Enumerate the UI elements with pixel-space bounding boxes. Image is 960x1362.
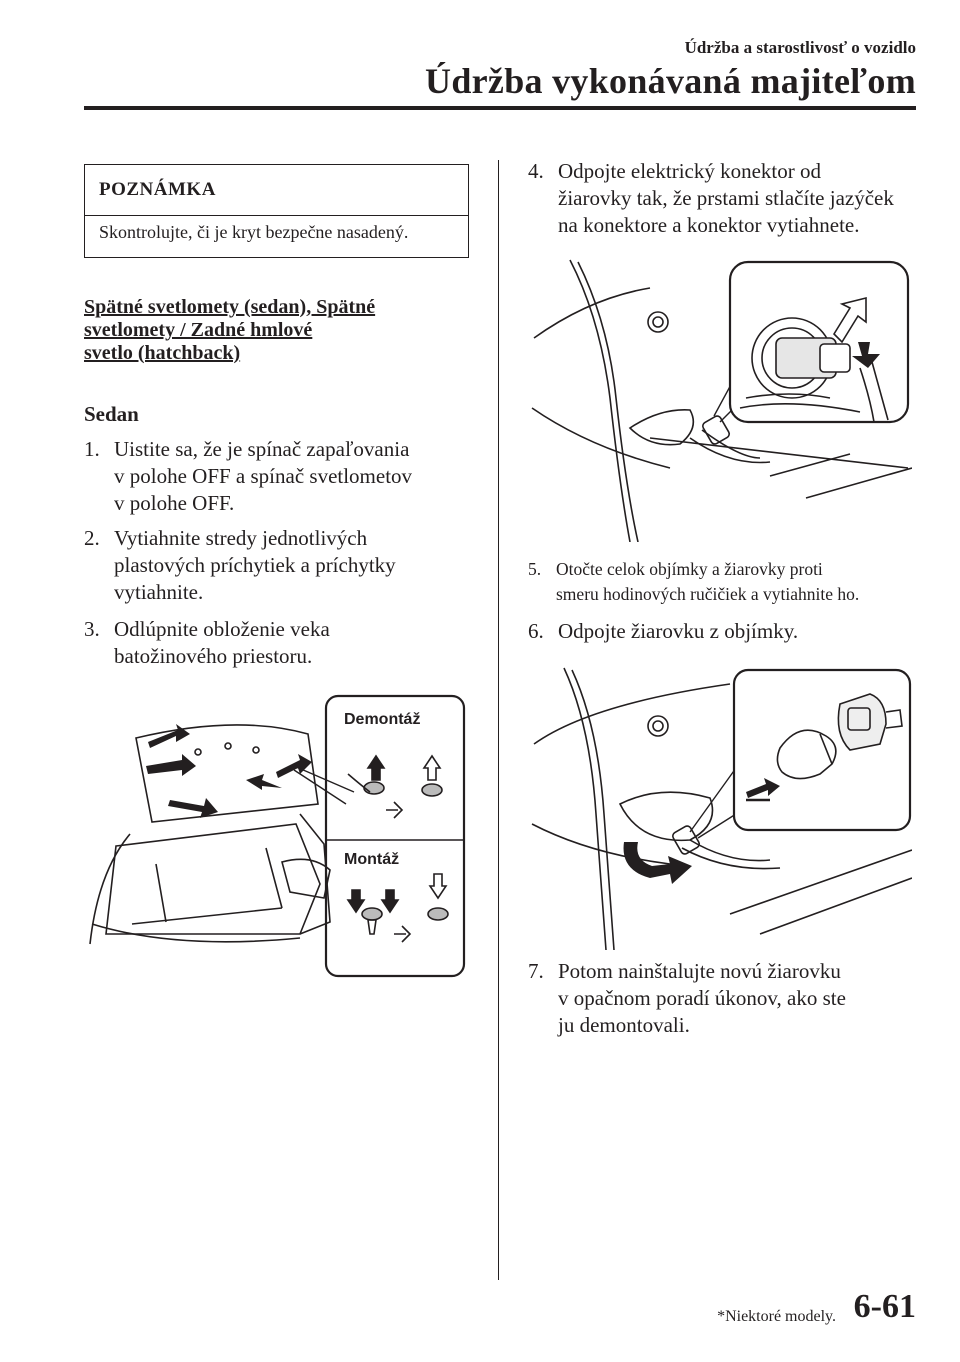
step-line: v opačnom poradí úkonov, ako ste [558, 986, 846, 1010]
step-number: 4. [528, 159, 544, 183]
chapter-subtitle: Údržba a starostlivosť o vozidlo [684, 38, 916, 57]
clip-install-icon [348, 874, 448, 942]
step-line: plastových príchytiek a príchytky [114, 553, 396, 577]
step-line: vytiahnite. [114, 580, 204, 604]
note-box [84, 164, 469, 258]
note-title: POZNÁMKA [99, 179, 216, 200]
step-line: v polohe OFF a spínač svetlometov [114, 464, 413, 488]
subheading-sedan: Sedan [84, 402, 139, 426]
step-line: Odpojte žiarovku z objímky. [558, 619, 799, 643]
section-heading-line: Spätné svetlomety (sedan), Spätné [84, 296, 376, 318]
wire-harness [682, 840, 780, 869]
header-rule [84, 106, 916, 110]
column-divider [498, 160, 499, 1280]
install-label: Montáž [344, 851, 400, 868]
step-line: ju demontovali. [558, 1013, 690, 1037]
step-line: Potom nainštalujte novú žiarovku [558, 959, 841, 983]
step-line: batožinového priestoru. [114, 644, 313, 668]
section-heading-line: svetlomety / Zadné hmlové [84, 319, 313, 341]
note-text: Skontrolujte, či je kryt bezpečne nasadený. [99, 222, 409, 242]
tail-lamp-housing [570, 260, 638, 542]
step-line: Otočte celok objímky a žiarovky proti [556, 559, 823, 579]
wire-harness [690, 430, 770, 463]
tail-light-outline [282, 859, 330, 898]
clip-remove-icon [348, 756, 442, 818]
step-number: 7. [528, 959, 544, 983]
step-number: 1. [84, 437, 100, 461]
section-heading [84, 296, 484, 365]
trunk-opening-outline [106, 824, 320, 934]
step-line: Odlúpnite obloženie veka [114, 617, 330, 641]
section-heading-line: svetlo (hatchback) [84, 342, 241, 364]
page-number: 6-61 [853, 1288, 916, 1325]
arrows-group [146, 724, 312, 818]
step-number: 3. [84, 617, 100, 641]
page-title: Údržba vykonávaná majiteľom [425, 61, 916, 101]
step-line: Odpojte elektrický konektor od [558, 159, 822, 183]
remove-label: Demontáž [344, 711, 421, 728]
bumper-line [92, 924, 300, 942]
step-number: 2. [84, 526, 100, 550]
bulb-inset-frame [734, 670, 910, 830]
arrow-icon [146, 754, 196, 776]
arrow-icon [246, 774, 282, 790]
step-line: žiarovky tak, že prstami stlačíte jazýček [558, 186, 894, 210]
note-divider [85, 215, 468, 216]
step-line: Vytiahnite stredy jednotlivých [114, 526, 368, 550]
car-body-outline [90, 814, 330, 944]
step-line: smeru hodinových ručičiek a vytiahnite ho. [556, 584, 860, 604]
step-line: na konektore a konektor vytiahnete. [558, 213, 860, 237]
footer-note: *Niektoré modely. [717, 1308, 836, 1325]
step-line: v polohe OFF. [114, 491, 235, 515]
step-number: 6. [528, 619, 544, 643]
arrow-icon [148, 724, 190, 748]
connector-figure [530, 258, 912, 542]
step-line: Uistite sa, že je spínač zapaľovania [114, 437, 410, 461]
bulb-figure [530, 664, 912, 950]
socket-icon [838, 694, 886, 750]
trunk-trim-figure [86, 694, 468, 980]
step-number: 5. [528, 559, 542, 579]
trunk-floor [132, 848, 282, 924]
